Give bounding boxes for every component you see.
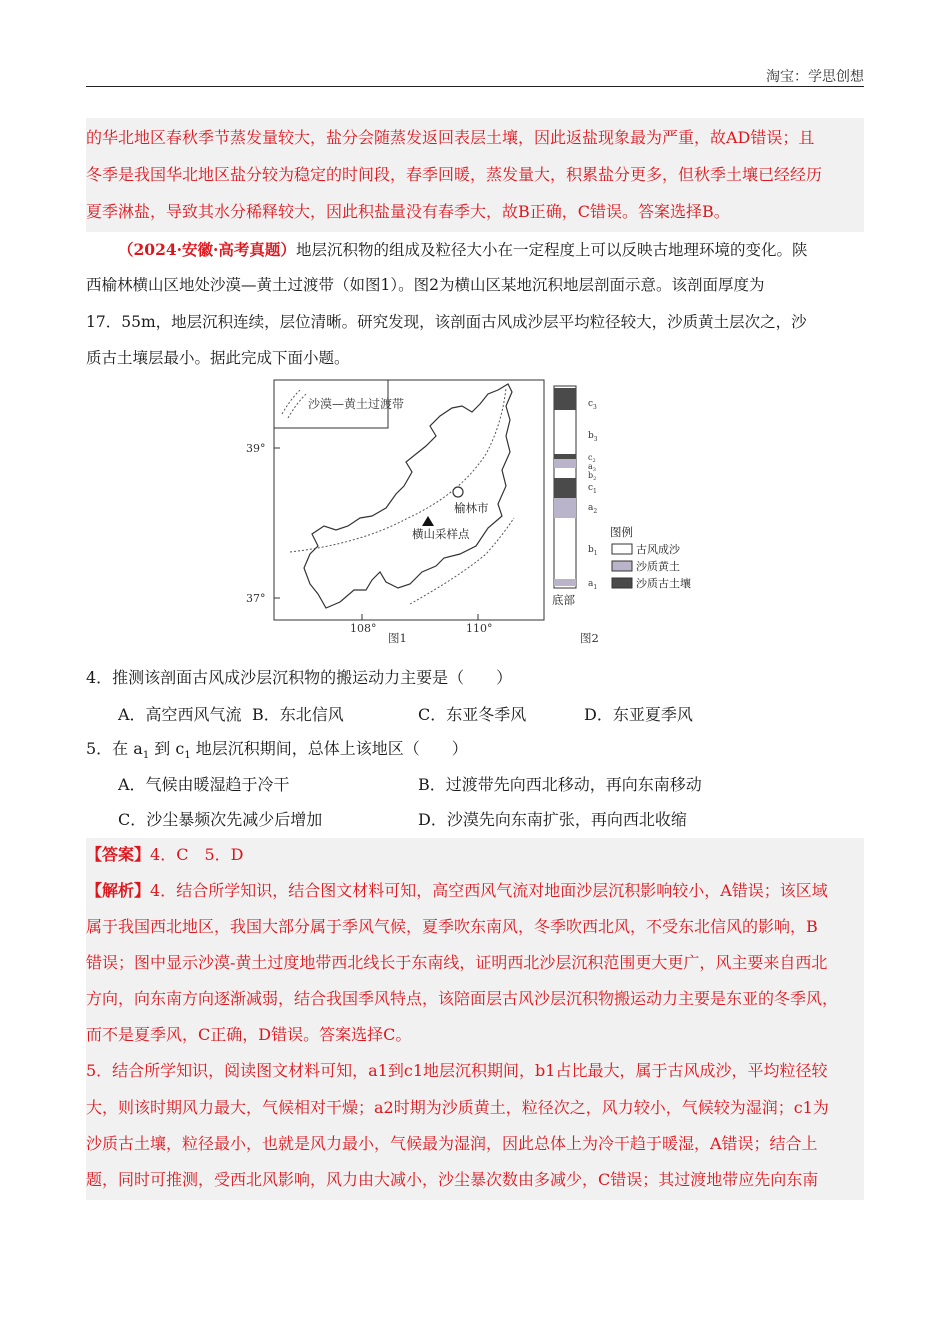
q5-option-d: D．沙漠先向东南扩张，再向西北收缩 bbox=[418, 810, 687, 829]
q5-option-b: B．过渡带先向西北移动，再向东南移动 bbox=[418, 775, 702, 794]
fig2-strata-column bbox=[554, 386, 576, 588]
fig2-layer-c2 bbox=[554, 454, 576, 459]
fig2-bottom-label: 底部 bbox=[552, 593, 575, 607]
fig2-layer-a1 bbox=[554, 579, 576, 586]
fig2-layer-label: $b_1$ bbox=[588, 545, 598, 557]
analysis-line: 【解析】4．结合所学知识，结合图文材料可知，高空西风气流对地面沙层沉积影响较小，A错误；该区域 bbox=[86, 881, 828, 900]
fig2-legend-label: 古风成沙 bbox=[636, 543, 680, 556]
fig1-sample-label: 横山采样点 bbox=[412, 527, 470, 541]
analysis-line: 错误；图中显示沙漠-黄土过度地带西北线长于东南线，证明西北沙层沉积范围更大更广，风主要来自西北 bbox=[86, 953, 828, 972]
fig2-legend-swatch-loess bbox=[612, 561, 632, 571]
fig2-layer-label: $a_3$ bbox=[588, 462, 596, 473]
question-stem-line: 17．55m，地层沉积连续，层位清晰。研究发现，该剖面古风成沙层平均粒径较大，沙质黄土层次之，沙 bbox=[86, 313, 807, 331]
fig2-legend-label: 沙质古土壤 bbox=[636, 577, 691, 590]
analysis-line: 属于我国西北地区，我国大部分属于季风气候，夏季吹东南风，冬季吹西北风，不受东北信风的影响，B bbox=[86, 917, 818, 936]
fig2-legend-swatch-sand bbox=[612, 544, 632, 554]
analysis-label: 【解析】 bbox=[86, 881, 151, 900]
fig1-lat-bottom: 37° bbox=[246, 592, 266, 605]
q4-option-b: B．东北信风 bbox=[252, 705, 344, 724]
q4-stem: 4．推测该剖面古风成沙层沉积物的搬运动力主要是（ ） bbox=[86, 668, 513, 687]
analysis-line: 沙质古土壤，粒径最小，也就是风力最小，气候最为湿润，因此总体上为冷干趋于暖湿，A错误；结合上 bbox=[86, 1134, 818, 1153]
question-source: （2024·安徽·高考真题） bbox=[118, 240, 296, 259]
q4-option-d: D．东亚夏季风 bbox=[584, 705, 693, 724]
fig2-layer-label: $c_1$ bbox=[588, 483, 597, 495]
fig1-city-label: 榆林市 bbox=[454, 501, 489, 515]
fig2-layer-a2 bbox=[554, 498, 576, 518]
header-brand: 淘宝：学思创想 bbox=[766, 69, 864, 85]
answer-line bbox=[86, 843, 864, 867]
analysis-line: 大，则该时期风力最大，气候相对干燥；a2时期为沙质黄土，粒径次之，风力较小，气候较为湿润；c1为 bbox=[86, 1098, 829, 1117]
fig2-layer-c1 bbox=[554, 478, 576, 498]
fig2-layer-label: $b_2$ bbox=[588, 471, 597, 482]
fig1-lon-left: 108° bbox=[350, 622, 377, 635]
q4-option-c: C．东亚冬季风 bbox=[418, 705, 527, 724]
fig2-legend-title: 图例 bbox=[610, 525, 633, 539]
fig2-layer-label: $b_3$ bbox=[588, 431, 598, 443]
q5-stem: 5．在 $a_1$ 到 $c_1$ 地层沉积期间，总体上该地区（ ） bbox=[86, 739, 468, 762]
fig2-caption: 图2 bbox=[580, 631, 599, 645]
question-stem-line: 质古土壤层最小。据此完成下面小题。 bbox=[86, 349, 350, 367]
analysis-line: 5．结合所学知识，阅读图文材料可知，a1到c1地层沉积期间，b1占比最大，属于古风成沙，平均粒径较 bbox=[86, 1061, 828, 1080]
figure-panel bbox=[240, 376, 720, 648]
question-stem-first: （2024·安徽·高考真题）地层沉积物的组成及粒径大小在一定程度上可以反映古地理环境的变化。陕 bbox=[118, 240, 808, 259]
answer-label: 【答案】 bbox=[86, 845, 151, 864]
fig2-layer-c3 bbox=[554, 388, 576, 410]
fig2-layer-a3 bbox=[554, 459, 576, 468]
fig2-layer-label: $c_3$ bbox=[588, 399, 597, 411]
answer-text: 4．C 5．D bbox=[150, 845, 244, 864]
fig2-layer-label: $a_2$ bbox=[588, 503, 598, 515]
question-stem-line: 西榆林横山区地处沙漠—黄土过渡带（如图1）。图2为横山区某地沉积地层剖面示意。该剖面厚度为 bbox=[86, 276, 765, 294]
fig1-caption: 图1 bbox=[388, 631, 407, 645]
header-divider bbox=[86, 86, 864, 87]
fig2-legend-swatch-paleosol bbox=[612, 578, 632, 588]
analysis-line: 方向，向东南方向逐渐减弱，结合我国季风特点，该陪面层古风沙层沉积物搬运动力主要是东亚的冬季风， bbox=[86, 989, 839, 1008]
fig1-lat-top: 39° bbox=[246, 442, 266, 455]
q5-option-c: C．沙尘暴频次先减少后增加 bbox=[118, 810, 323, 829]
fig2-layer-label: $a_1$ bbox=[588, 579, 598, 591]
fig1-sample-triangle-icon bbox=[422, 516, 434, 526]
prev-answer-line: 冬季是我国华北地区盐分较为稳定的时间段，春季回暖，蒸发量大，积累盐分更多，但秋季土壤已经经历 bbox=[86, 165, 823, 184]
prev-answer-line: 夏季淋盐，导致其水分稀释较大，因此积盐量没有春季大，故B正确，C错误。答案选择B。 bbox=[86, 202, 730, 221]
q4-option-a: A．高空西风气流 bbox=[118, 705, 242, 724]
q5-option-a: A．气候由暖湿趋于冷干 bbox=[118, 775, 290, 794]
fig1-legend-text: 沙漠—黄土过渡带 bbox=[308, 397, 405, 411]
prev-answer-line: 的华北地区春秋季节蒸发量较大，盐分会随蒸发返回表层土壤，因此返盐现象最为严重，故AD错误；且 bbox=[86, 128, 815, 147]
fig1-lon-right: 110° bbox=[466, 622, 493, 635]
fig2-layer-label: $c_2$ bbox=[588, 453, 596, 464]
fig1-city-icon bbox=[453, 487, 463, 497]
analysis-line: 题，同时可推测，受西北风影响，风力由大减小，沙尘暴次数由多减少，C错误；其过渡地带应先向东南 bbox=[86, 1170, 819, 1189]
fig2-legend-label: 沙质黄土 bbox=[636, 560, 680, 573]
analysis-line: 而不是夏季风，C正确，D错误。答案选择C。 bbox=[86, 1025, 412, 1044]
